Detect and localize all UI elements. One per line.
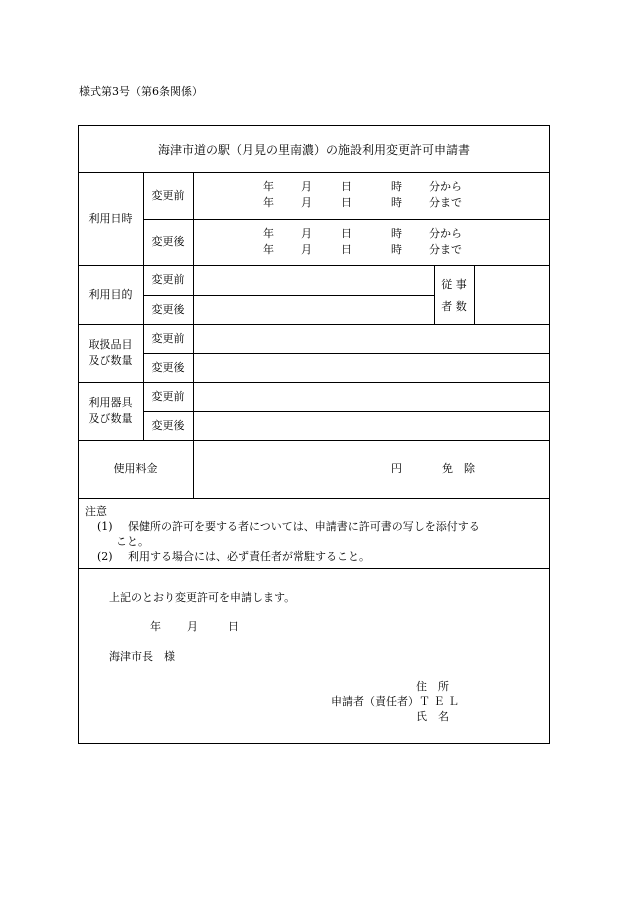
label-toriatsukai-2: 及び数量 bbox=[88, 354, 133, 367]
note-1-continuation: こと。 bbox=[116, 535, 149, 548]
label-juuji-1: 従 事 bbox=[441, 278, 467, 291]
label-toriatsukai-1: 取扱品目 bbox=[88, 338, 133, 351]
label-henkou-mae-time: 変更前 bbox=[151, 189, 185, 202]
fee-exemption: 免 除 bbox=[442, 462, 475, 475]
note-1-number: (1) bbox=[97, 520, 113, 533]
note-2-text: 利用する場合には、必ず責任者が常駐すること。 bbox=[128, 550, 370, 563]
divider-time-bottom bbox=[78, 265, 550, 266]
application-statement: 上記のとおり変更許可を申請します。 bbox=[109, 591, 296, 604]
divider-purpose-bottom bbox=[78, 324, 550, 325]
label-juuji-2: 者 数 bbox=[441, 300, 467, 313]
name-label: 氏 名 bbox=[416, 710, 449, 723]
form-title: 海津市道の駅（月見の里南濃）の施設利用変更許可申請書 bbox=[157, 143, 470, 157]
date-month: 月 bbox=[187, 620, 198, 633]
applicant-tel-label: 申請者（責任者）Ｔ Ｅ Ｌ bbox=[331, 695, 459, 708]
divider-fee-bottom bbox=[78, 498, 550, 499]
divider-equip-bottom bbox=[78, 440, 550, 441]
divider-purpose-mid bbox=[143, 295, 434, 296]
label-henkou-go-purpose: 変更後 bbox=[151, 303, 185, 316]
label-kigu-1: 利用器具 bbox=[88, 396, 133, 409]
label-henkou-go-items: 変更後 bbox=[151, 361, 185, 374]
date-year: 年 bbox=[150, 620, 161, 633]
label-henkou-mae-purpose: 変更前 bbox=[151, 273, 185, 286]
note-2-number: (2) bbox=[97, 550, 113, 563]
label-henkou-mae-equip: 変更前 bbox=[151, 390, 185, 403]
label-riyou-mokuteki: 利用目的 bbox=[88, 288, 133, 301]
divider-title bbox=[78, 172, 550, 173]
divider-staff-right bbox=[474, 265, 475, 324]
fee-yen: 円 bbox=[391, 462, 402, 475]
date-day: 日 bbox=[228, 620, 239, 633]
label-kigu-2: 及び数量 bbox=[88, 412, 133, 425]
divider-items-mid bbox=[143, 353, 550, 354]
addressee: 海津市長 様 bbox=[109, 650, 175, 663]
note-1-text: 保健所の許可を要する者については、申請書に許可書の写しを添付する bbox=[128, 520, 480, 533]
label-henkou-mae-items: 変更前 bbox=[151, 332, 185, 345]
form-number: 様式第3号（第6条関係） bbox=[79, 85, 203, 98]
label-riyou-nichiji: 利用日時 bbox=[88, 212, 133, 225]
divider-notes-bottom bbox=[78, 568, 550, 569]
divider-staff-left bbox=[434, 265, 435, 324]
label-henkou-go-time: 変更後 bbox=[151, 235, 185, 248]
divider-equip-mid bbox=[143, 411, 550, 412]
address-label: 住 所 bbox=[416, 680, 449, 693]
divider-items-bottom bbox=[78, 382, 550, 383]
label-henkou-go-equip: 変更後 bbox=[151, 419, 185, 432]
divider-sub-col bbox=[193, 172, 194, 498]
divider-time-mid bbox=[143, 219, 550, 220]
label-shiyou-ryoukin: 使用料金 bbox=[113, 462, 158, 475]
notes-heading: 注意 bbox=[85, 505, 107, 518]
